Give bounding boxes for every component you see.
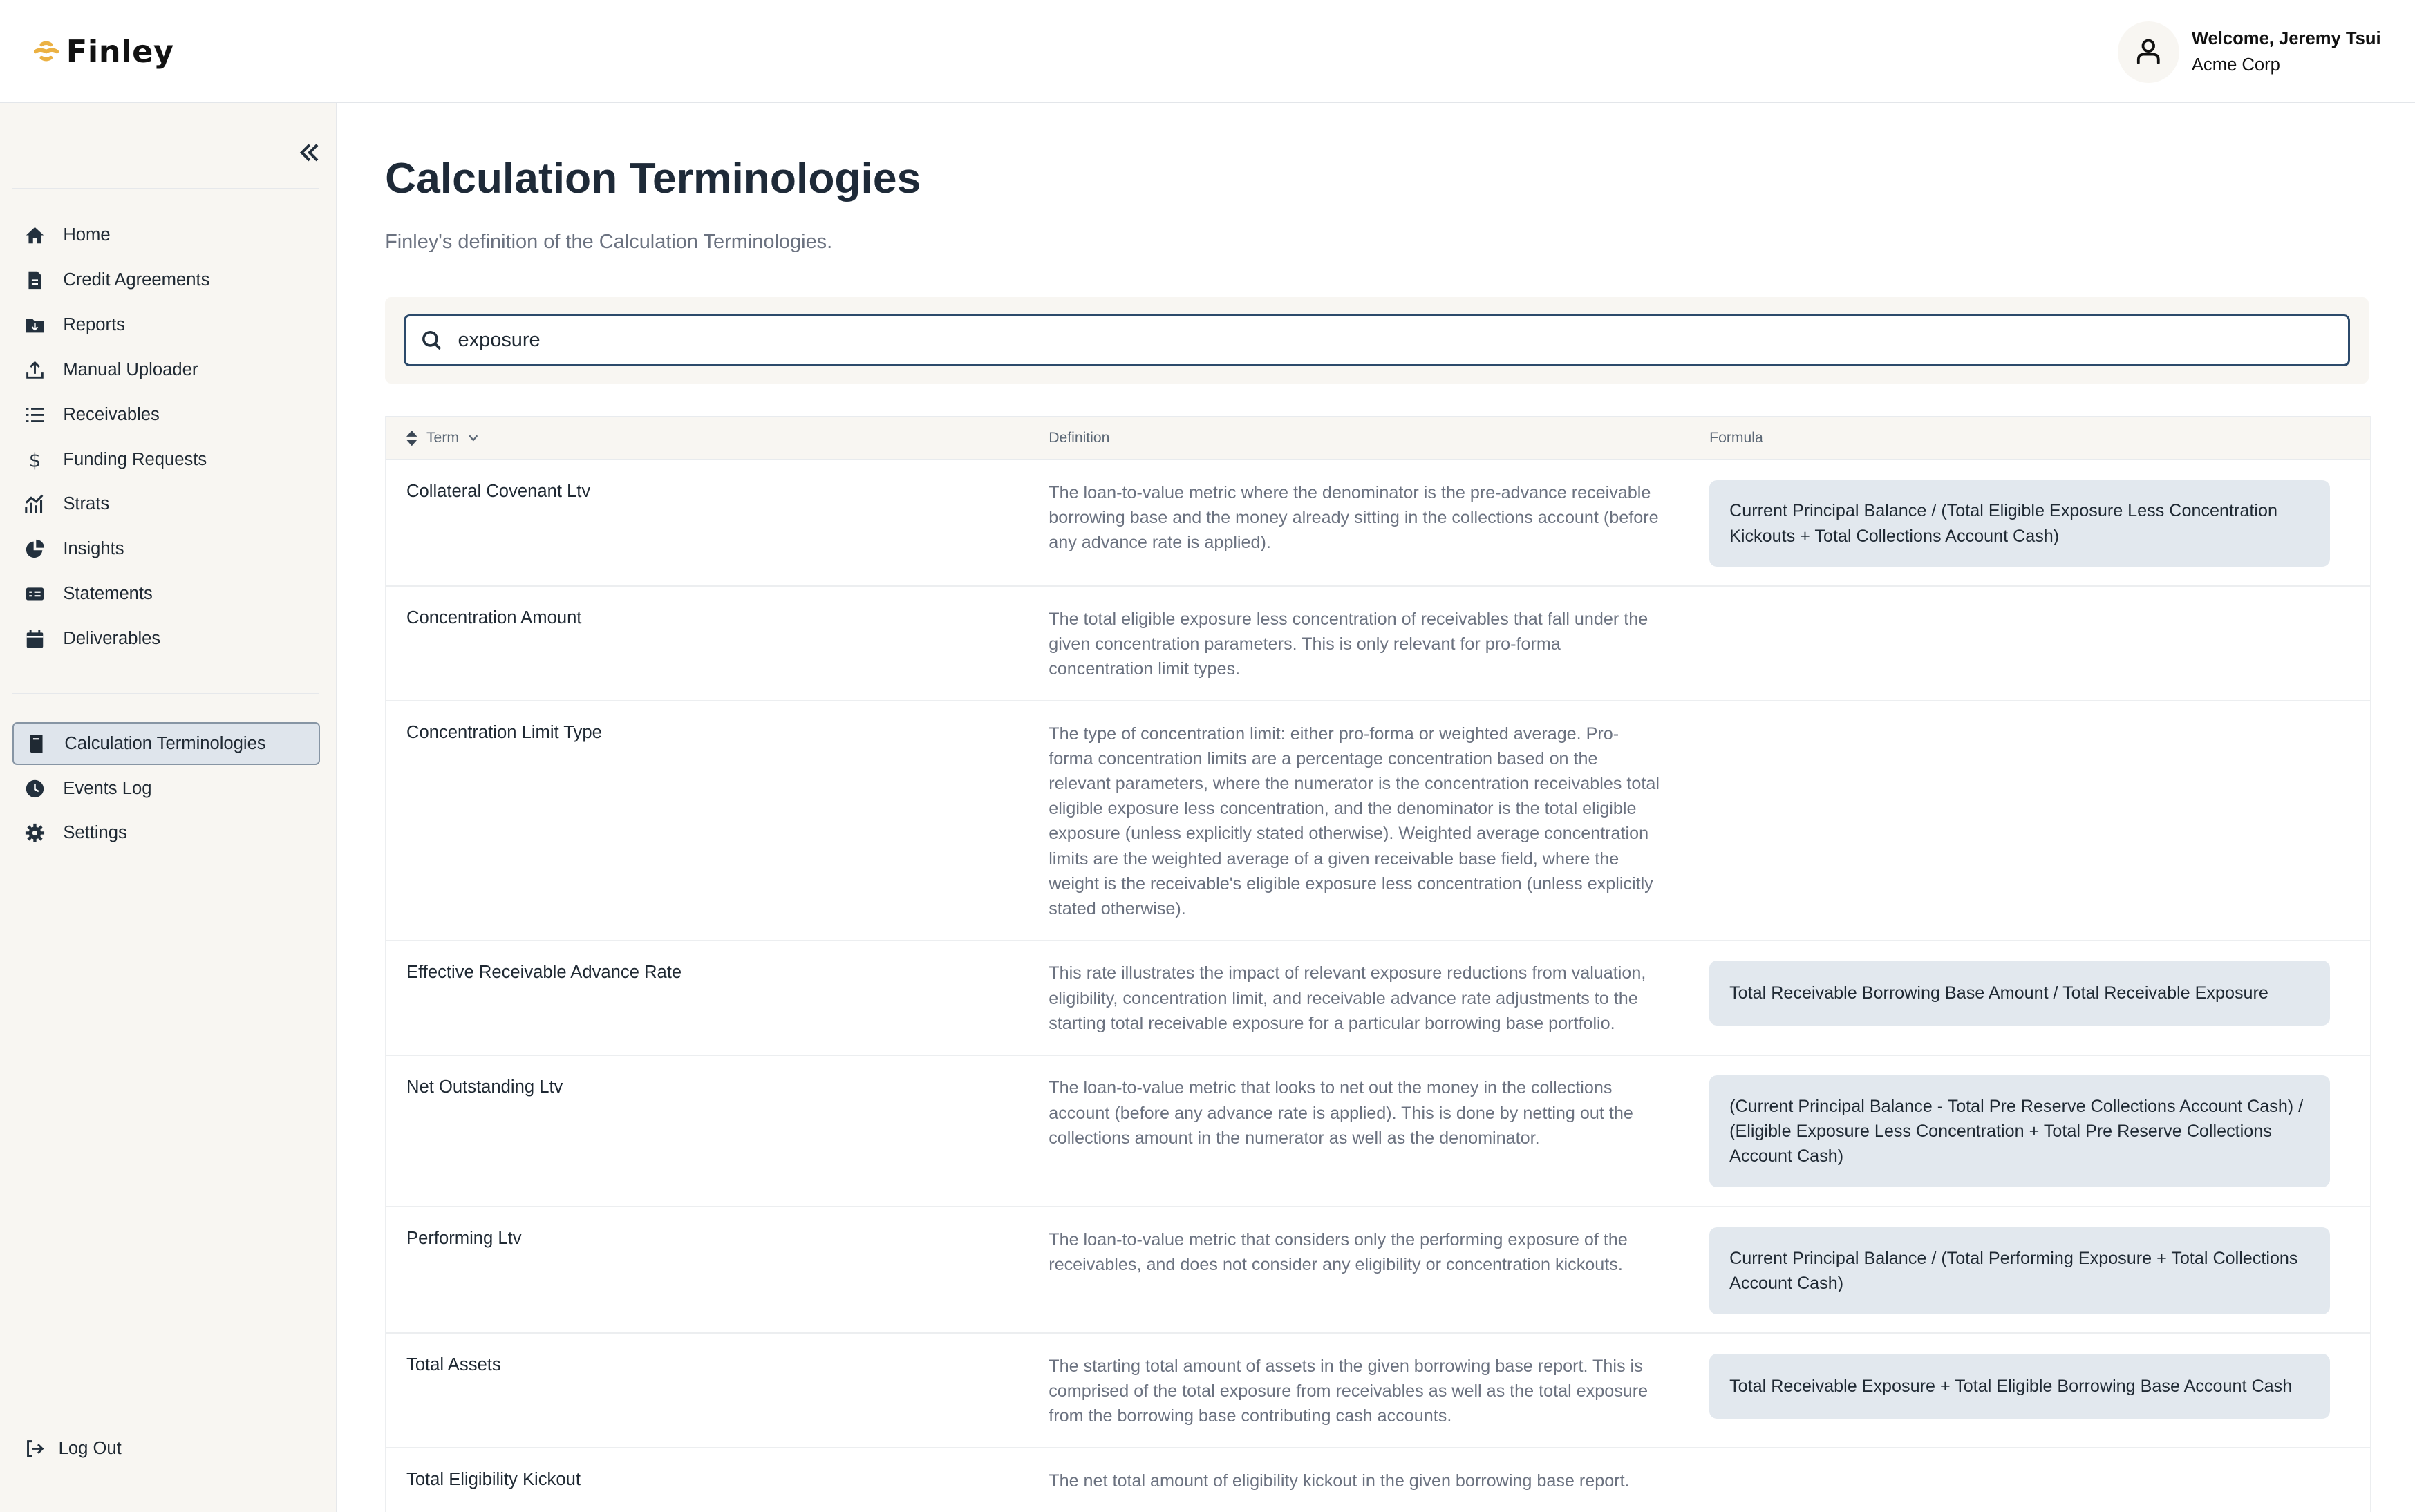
sidebar-item-deliverables[interactable] bbox=[12, 617, 321, 660]
sidebar-item-events-log[interactable] bbox=[12, 767, 321, 810]
page-subtitle: Finley's definition of the Calculation Terminologies. bbox=[385, 231, 833, 254]
sidebar-item-label: Settings bbox=[63, 823, 127, 843]
home-icon bbox=[25, 225, 45, 245]
user-icon bbox=[2133, 37, 2164, 68]
sidebar-item-reports[interactable] bbox=[12, 303, 321, 346]
logout-button[interactable] bbox=[12, 1428, 321, 1471]
definition-cell: The total eligible exposure less concentration of receivables that fall under the given concentration parameters. This is only relevant for pro-forma concentration limit types. bbox=[1049, 609, 1648, 679]
sidebar bbox=[0, 103, 337, 1512]
collapse-sidebar-button[interactable] bbox=[297, 140, 322, 171]
term-cell: Concentration Limit Type bbox=[406, 723, 602, 743]
list-icon bbox=[25, 405, 45, 425]
term-cell: Effective Receivable Advance Rate bbox=[406, 962, 682, 982]
definition-cell: The loan-to-value metric that looks to net out the money in the collections account (before any advance rate is applied). This is done by netting out the collections amount in the numerator as well as the denominator. bbox=[1049, 1078, 1633, 1148]
formula-box: Total Receivable Borrowing Base Amount / Total Receivable Exposure bbox=[1709, 961, 2330, 1026]
sidebar-item-credit-agreements[interactable] bbox=[12, 259, 321, 302]
clock-icon bbox=[25, 779, 45, 799]
pie-chart-icon bbox=[25, 539, 45, 559]
sidebar-item-statements[interactable] bbox=[12, 572, 321, 615]
gear-icon bbox=[25, 823, 45, 843]
sort-icon bbox=[406, 431, 417, 446]
logout-label: Log Out bbox=[58, 1439, 122, 1459]
search-input[interactable] bbox=[455, 328, 2348, 353]
chart-icon bbox=[25, 494, 45, 514]
table-row bbox=[386, 1334, 2370, 1448]
calendar-icon bbox=[25, 629, 45, 649]
table-header bbox=[386, 416, 2370, 460]
svg-text:$: $ bbox=[28, 450, 41, 470]
dollar-icon bbox=[25, 450, 45, 470]
column-header-definition: Definition bbox=[1049, 429, 1110, 446]
sidebar-item-label: Statements bbox=[63, 584, 153, 604]
definition-cell: The net total amount of eligibility kickout in the given borrowing base report. bbox=[1049, 1471, 1630, 1491]
term-cell: Total Eligibility Kickout bbox=[406, 1470, 581, 1490]
formula-cell bbox=[1709, 1468, 2330, 1493]
sidebar-item-calculation-terminologies[interactable] bbox=[12, 722, 321, 765]
book-icon bbox=[26, 734, 46, 754]
formula-box: Total Receivable Exposure + Total Eligible Borrowing Base Account Cash bbox=[1709, 1354, 2330, 1419]
term-cell: Net Outstanding Ltv bbox=[406, 1077, 563, 1097]
definition-cell: The type of concentration limit: either pro-forma or weighted average. Pro-forma concentration limits are a percentage concentration based on the relevant parameters, where the numerator is the concentration receivables total eligible exposure less concentration, and the denominator is the total eligible exposure (unless explicitly stated otherwise). Weighted average concentration limits are the weighted average of a given receivable base field, where the weight is the receivable's eligible exposure less concentration (unless explicitly stated otherwise). bbox=[1049, 724, 1660, 918]
sidebar-item-manual-uploader[interactable] bbox=[12, 348, 321, 391]
formula-cell bbox=[1709, 721, 2330, 921]
divider bbox=[12, 188, 319, 189]
finley-logo[interactable] bbox=[34, 34, 174, 70]
avatar[interactable] bbox=[2118, 21, 2179, 83]
column-header-term: Term bbox=[426, 429, 459, 446]
column-header-formula: Formula bbox=[1709, 429, 1763, 446]
sidebar-item-label: Credit Agreements bbox=[63, 270, 210, 290]
sidebar-item-funding-requests[interactable] bbox=[12, 438, 321, 481]
table-row bbox=[386, 1207, 2370, 1334]
definition-cell: This rate illustrates the impact of relevant exposure reductions from valuation, eligibility, concentration limit, and receivable advance rate adjustments to the starting total receivable exposure for a particular borrowing base portfolio. bbox=[1049, 963, 1646, 1033]
table-row bbox=[386, 1056, 2370, 1207]
formula-cell bbox=[1709, 1227, 2330, 1314]
sidebar-item-receivables[interactable] bbox=[12, 393, 321, 436]
user-menu[interactable] bbox=[2118, 21, 2381, 83]
term-cell: Performing Ltv bbox=[406, 1229, 522, 1249]
formula-box: Current Principal Balance / (Total Eligible Exposure Less Concentration Kickouts + Total Collections Account Cash) bbox=[1709, 480, 2330, 567]
table-row bbox=[386, 701, 2370, 941]
search-icon bbox=[421, 330, 442, 351]
term-cell: Concentration Amount bbox=[406, 608, 582, 628]
welcome-text: Welcome, Jeremy Tsui bbox=[2191, 29, 2381, 49]
table-row bbox=[386, 1448, 2370, 1512]
definition-cell: The starting total amount of assets in the given borrowing base report. This is comprised of the total exposure from receivables as well as the total exposure from the borrowing base contributing cash accounts. bbox=[1049, 1357, 1648, 1426]
sidebar-item-label: Receivables bbox=[63, 404, 160, 424]
app-name: Finley bbox=[66, 34, 174, 70]
page-title: Calculation Terminologies bbox=[385, 154, 921, 202]
term-cell: Collateral Covenant Ltv bbox=[406, 481, 591, 501]
search-field[interactable] bbox=[404, 314, 2351, 367]
term-cell: Total Assets bbox=[406, 1355, 501, 1375]
sidebar-item-label: Reports bbox=[63, 315, 125, 335]
sidebar-item-strats[interactable] bbox=[12, 483, 321, 526]
sidebar-item-label: Calculation Terminologies bbox=[64, 733, 266, 753]
formula-box: Current Principal Balance / (Total Performing Exposure + Total Collections Account Cash) bbox=[1709, 1227, 2330, 1314]
sidebar-item-label: Funding Requests bbox=[63, 449, 207, 469]
document-icon bbox=[25, 270, 45, 290]
sidebar-item-home[interactable] bbox=[12, 214, 321, 257]
table-row bbox=[386, 587, 2370, 701]
table-row bbox=[386, 460, 2370, 587]
formula-cell bbox=[1709, 607, 2330, 681]
formula-cell bbox=[1709, 1354, 2330, 1428]
statement-icon bbox=[25, 584, 45, 604]
formula-cell bbox=[1709, 961, 2330, 1035]
finley-logo-icon bbox=[34, 41, 59, 62]
sidebar-item-settings[interactable] bbox=[12, 812, 321, 855]
chevrons-left-icon bbox=[297, 140, 322, 165]
search-panel bbox=[385, 297, 2369, 384]
folder-download-icon bbox=[25, 315, 45, 335]
sort-term-button[interactable] bbox=[386, 430, 1049, 446]
divider bbox=[12, 693, 319, 694]
sidebar-item-label: Manual Uploader bbox=[63, 359, 198, 379]
upload-icon bbox=[25, 360, 45, 380]
definition-cell: The loan-to-value metric that considers only the performing exposure of the receivables, and does not consider any eligibility or concentration kickouts. bbox=[1049, 1229, 1628, 1274]
terminology-table bbox=[385, 416, 2371, 1512]
sidebar-item-insights[interactable] bbox=[12, 528, 321, 571]
sidebar-item-label: Strats bbox=[63, 494, 110, 514]
logout-icon bbox=[25, 1439, 45, 1459]
top-header bbox=[0, 0, 2415, 103]
chevron-down-icon bbox=[468, 434, 479, 442]
formula-cell bbox=[1709, 480, 2330, 567]
sidebar-item-label: Insights bbox=[63, 539, 124, 559]
definition-cell: The loan-to-value metric where the denominator is the pre-advance receivable borrowing base and the money already sitting in the collections account (before any advance rate is applied). bbox=[1049, 482, 1659, 552]
sidebar-item-label: Events Log bbox=[63, 778, 152, 798]
sidebar-item-label: Home bbox=[63, 225, 111, 245]
sidebar-item-label: Deliverables bbox=[63, 628, 161, 648]
table-row bbox=[386, 941, 2370, 1056]
formula-box: (Current Principal Balance - Total Pre Reserve Collections Account Cash) / (Eligible Exposure Less Concentration + Total Pre Reserve Collections Account Cash) bbox=[1709, 1075, 2330, 1187]
organization-name: Acme Corp bbox=[2191, 55, 2280, 75]
formula-cell bbox=[1709, 1075, 2330, 1187]
